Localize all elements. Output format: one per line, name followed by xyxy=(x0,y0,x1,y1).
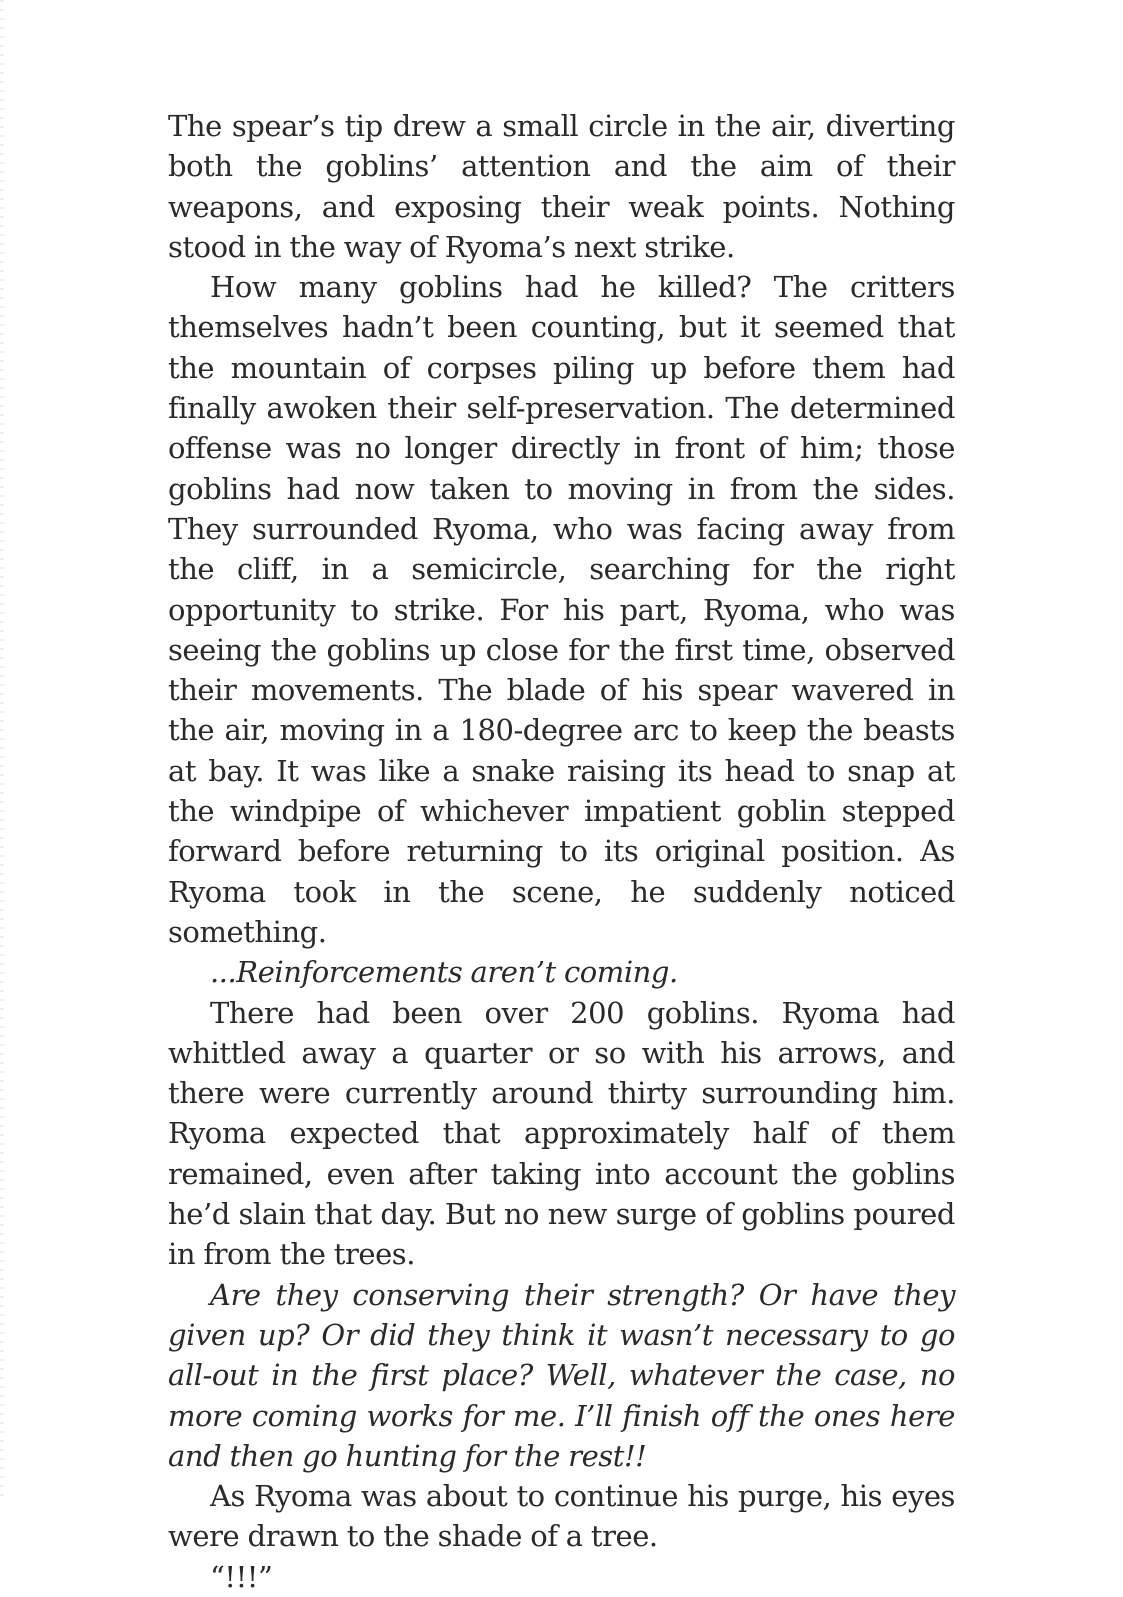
paragraph-2: How many goblins had he killed? The critters themselves hadn’t been counting, but it seemed that the mountain of corpses piling up before them had finally awoken their self-preservation. The determined offense was no longer directly in front of him; those goblins had now taken to moving in from the sides. They surrounded Ryoma, who was facing away from the cliff, in a semicircle, searching for the right opportunity to strike. For his part, Ryoma, who was seeing the goblins up close for the first time, observed their movements. The blade of his spear wavered in the air, moving in a 180-degree arc to keep the beasts at bay. It was like a snake raising its head to snap at the windpipe of whichever impatient goblin stepped forward before returning to its original position. As Ryoma took in the scene, he suddenly noticed something. xyxy=(168,270,955,949)
body-text xyxy=(168,106,955,1597)
paragraph-7-exclamation: “!!!” xyxy=(210,1559,273,1594)
paragraph-4: There had been over 200 goblins. Ryoma had whittled away a quarter or so with his arrows, and there were currently around thirty surrounding him. Ryoma expected that approximately half of them remained, even after taking into account the goblins he’d slain that day. But no new surge of goblins poured in from the trees. xyxy=(168,995,955,1272)
paragraph-6: As Ryoma was about to continue his purge, his eyes were drawn to the shade of a tree. xyxy=(168,1479,955,1554)
paragraph-1: The spear’s tip drew a small circle in the air, diverting both the goblins’ attention and the aim of their weapons, and exposing their weak points. Nothing stood in the way of Ryoma’s next strike. xyxy=(168,109,955,264)
paragraph-5-thought: Are they conserving their strength? Or have they given up? Or did they think it wasn’t necessary to go all-out in the first place? Well, whatever the case, no more coming works for me. I’ll finish off the ones here and then go hunting for the rest!! xyxy=(168,1277,955,1473)
page-edge xyxy=(0,0,4,1500)
paragraph-3-thought: ...Reinforcements aren’t coming. xyxy=(210,955,678,990)
